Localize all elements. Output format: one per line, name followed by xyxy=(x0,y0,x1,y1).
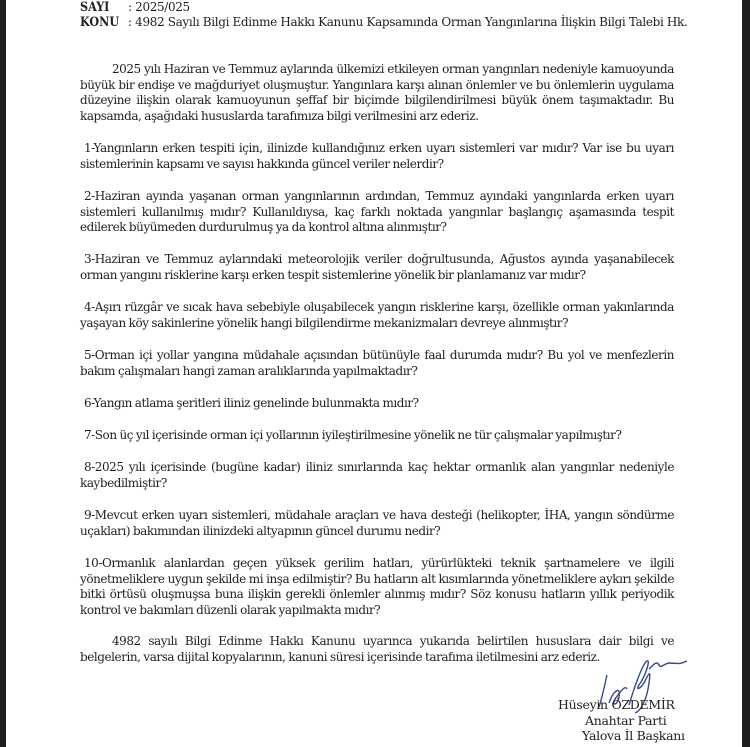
konu-label: KONU xyxy=(80,15,120,30)
question-1: 1-Yangınların erken tespiti için, ilinizde kullandığınız erken uyarı sistemleri var mıdır? Var ise bu uyarı sistemlerinin kapsamı ve sayısı hakkında güncel veriler nelerdir? xyxy=(80,141,674,171)
signer-party: Anahtar Parti xyxy=(585,712,667,728)
question-6: 6-Yangın atlama şeritleri iliniz genelinde bulunmakta mıdır? xyxy=(84,396,419,410)
sayi-value: : 2025/025 xyxy=(128,0,190,14)
question-3: 3-Haziran ve Temmuz aylarındaki meteorolojik veriler doğrultusunda, Ağustos ayında yaşanabilecek orman yangını risklerine karşı erken tespit sistemlerine yönelik bir planlamanız var mıdır? xyxy=(80,252,674,282)
sayi-line xyxy=(80,0,190,15)
intro-paragraph: 2025 yılı Haziran ve Temmuz aylarında ülkemizi etkileyen orman yangınları nedeniyle kamuoyunda büyük bir endişe ve mağduriyet oluşmuştur. Yangınlara karşı alınan önlemler ve bu önlemlerin uygulama düzeyine ilişkin olarak kamuoyunun şeffaf bir biçimde bilgilendirilmesi büyük önem taşımaktadır. Bu kapsamda, aşağıdaki hususlarda tarafımıza bilgi verilmesini arz ederiz. xyxy=(80,62,674,123)
closing-paragraph: 4982 sayılı Bilgi Edinme Hakkı Kanunu uyarınca yukarıda belirtilen hususlara dair bilgi ve belgelerin, varsa dijital kopyalarının, kanuni süresi içerisinde tarafıma iletilmesini arz ederiz. xyxy=(80,634,674,664)
signer-title: Yalova İl Başkanı xyxy=(582,728,685,743)
question-9: 9-Mevcut erken uyarı sistemleri, müdahale araçları ve hava desteği (helikopter, İHA, yangın söndürme uçakları) bakımından ilinizdeki altyapının güncel durumu nedir? xyxy=(80,508,674,538)
question-5: 5-Orman içi yollar yangına müdahale açısından bütünüyle faal durumda mıdır? Bu yol ve menfezlerin bakım çalışmaları hangi zaman aralıklarında yapılmaktadır? xyxy=(80,348,674,378)
question-7: 7-Son üç yıl içerisinde orman içi yollarının iyileştirilmesine yönelik ne tür çalışmalar yapılmıştır? xyxy=(84,428,622,442)
document-page xyxy=(6,0,742,747)
sayi-label: SAYI xyxy=(80,0,110,15)
question-10: 10-Ormanlık alanlardan geçen yüksek gerilim hatları, yürürlükteki teknik şartnamelere ve ilgili yönetmeliklere uygun şekilde mi inşa edilmiştir? Bu hatların alt kısımlarında yönetmeliklere aykırı şekilde bitki örtüsü oluşmuşsa buna ilişkin gerekli önlemler alınmış mıdır? Söz konusu hatların yıllık periyodik kontrol ve bakımları düzenli olarak yapılmakta mıdır? xyxy=(80,556,674,617)
question-8: 8-2025 yılı içerisinde (bugüne kadar) iliniz sınırlarında kaç hektar ormanlık alan yangınlar nedeniyle kaybedilmiştir? xyxy=(80,460,674,490)
question-4: 4-Aşırı rüzgâr ve sıcak hava sebebiyle oluşabilecek yangın risklerine karşı, özellikle orman yakınlarında yaşayan köy sakinlerine yönelik hangi bilgilendirme mekanizmaları devreye alınmıştır? xyxy=(80,300,674,330)
question-2: 2-Haziran ayında yaşanan orman yangınlarının ardından, Temmuz ayındaki yangınlarda erken uyarı sistemleri kullanılmış mıdır? Kullanıldıysa, kaç farklı noktada yangınlar başlangıç aşamasında tespit edilerek büyümeden durdurulmuş ya da kontrol altına alınmıştır? xyxy=(80,189,674,235)
signer-name: Hüseyin ÖZDEMİR xyxy=(558,697,675,712)
konu-value: : 4982 Sayılı Bilgi Edinme Hakkı Kanunu Kapsamında Orman Yangınlarına İlişkin Bilgi Talebi Hk. xyxy=(128,15,688,29)
konu-line xyxy=(80,15,687,30)
signature-block xyxy=(558,697,685,744)
